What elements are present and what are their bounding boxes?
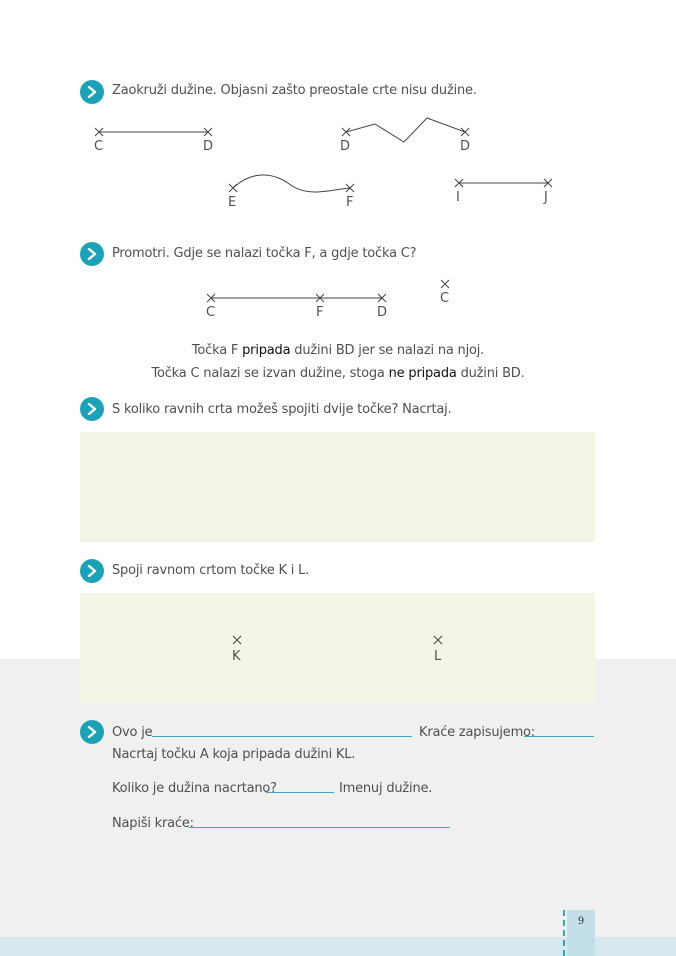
point-label-i: I (456, 190, 460, 205)
point-label-e: E (228, 195, 237, 210)
point-label-c-outside: C (440, 291, 450, 306)
answer-line-write[interactable] (189, 827, 450, 828)
chevron-right-icon (80, 720, 104, 744)
task-4-text: Spoji ravnom crtom točke K i L. (112, 563, 310, 578)
point-label-l: L (434, 649, 442, 664)
task-5-question-write: Napiši kraće: (112, 816, 194, 831)
point-label-c: C (94, 139, 104, 154)
task-5-text-ovo-je: Ovo je (112, 725, 153, 740)
answer-line-ovo-je[interactable] (152, 736, 412, 737)
point-label-d: D (203, 139, 214, 154)
explanation-text: Točka C nalazi se izvan dužine, stoga (151, 366, 389, 381)
point-label-c: C (206, 305, 216, 320)
task-5-question-name: Imenuj dužine. (339, 781, 433, 796)
point-label-d: D (377, 305, 388, 320)
explanation-keyword: ne pripada (388, 366, 457, 381)
task-1-text: Zaokruži dužine. Objasni zašto preostale crte nisu dužine. (112, 83, 477, 98)
task-2-text: Promotri. Gdje se nalazi točka F, a gdje točka C? (112, 246, 417, 261)
point-label-k: K (232, 649, 241, 664)
point-label-f: F (316, 305, 324, 320)
task-5-instruction: Nacrtaj točku A koja pripada dužini KL. (112, 747, 356, 762)
explanation-text: dužini BD. (456, 366, 525, 381)
task-5-text-krace: Kraće zapisujemo: (419, 725, 535, 740)
explanation-keyword: pripada (242, 343, 291, 358)
page-number: 9 (577, 916, 585, 927)
answer-line-count[interactable] (266, 792, 334, 793)
task-5-question-count: Koliko je dužina nacrtano? (112, 781, 277, 796)
explanation-text: Točka F (191, 343, 243, 358)
point-label-f: F (346, 195, 354, 210)
point-label-d: D (460, 139, 471, 154)
answer-line-krace[interactable] (524, 736, 594, 737)
point-label-d: D (340, 139, 351, 154)
point-label-j: J (544, 190, 548, 205)
task-3-text: S koliko ravnih crta možeš spojiti dvije točke? Nacrtaj. (112, 402, 452, 417)
explanation-text: dužini BD jer se nalazi na njoj. (290, 343, 485, 358)
